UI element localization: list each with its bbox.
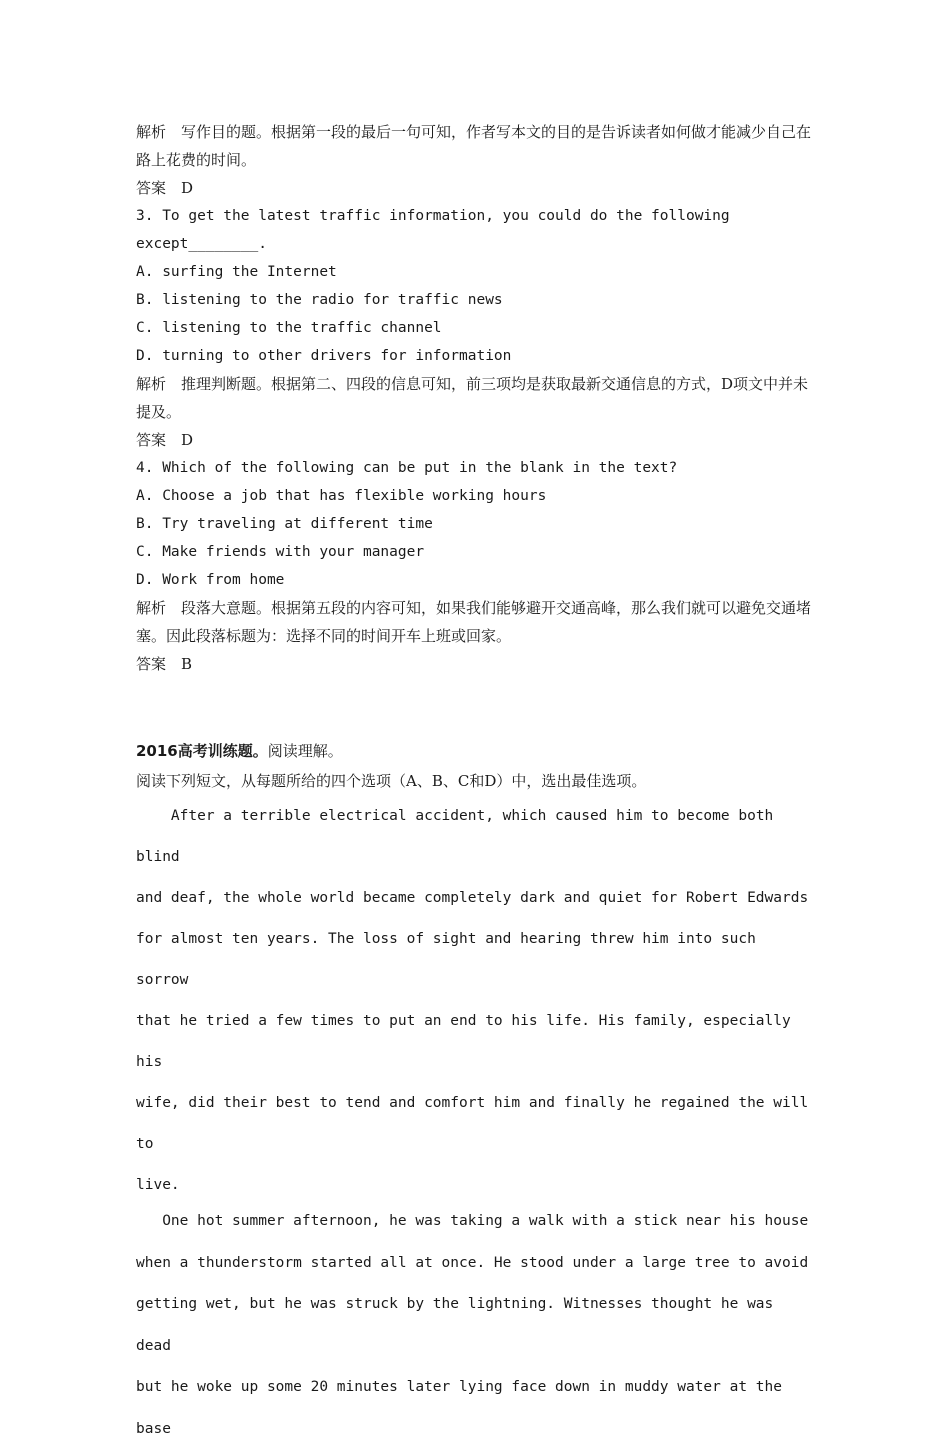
q3-option-b: B. listening to the radio for traffic news (136, 292, 503, 308)
section-title-bold: 2016高考训练题。 (136, 742, 268, 760)
passage-line: getting wet, but he was struck by the lightning. Witnesses thought he was dead (136, 1296, 783, 1354)
passage-line: wife, did their best to tend and comfort him and finally he regained the will to (136, 1095, 817, 1152)
passage-line: After a terrible electrical accident, which caused him to become both blind (136, 808, 783, 865)
q2-answer: 答案 D (136, 179, 194, 197)
q4-option-c: C. Make friends with your manager (136, 544, 425, 560)
passage-line: when a thunderstorm started all at once. He stood under a large tree to avoid (136, 1254, 809, 1271)
section-title-rest: 阅读理解。 (267, 742, 343, 760)
passage-line: One hot summer afternoon, he was taking a walk with a stick near his house (136, 1213, 809, 1229)
q3-answer: 答案 D (136, 431, 194, 449)
section-instruction: 阅读下列短文，从每题所给的四个选项（A、B、C和D）中，选出最佳选项。 (136, 772, 647, 790)
q4-stem: 4. Which of the following can be put in the blank in the text? (136, 460, 678, 476)
passage-line: for almost ten years. The loss of sight and hearing threw him into such sorrow (136, 931, 765, 988)
q4-answer: 答案 B (136, 655, 193, 673)
q3-option-c: C. listening to the traffic channel (136, 320, 442, 336)
passage-line: that he tried a few times to put an end to his life. His family, especially his (136, 1013, 800, 1070)
q3-stem-line2: except________. (136, 236, 267, 252)
q4-analysis: 解析 段落大意题。根据第五段的内容可知，如果我们能够避开交通高峰，那么我们就可以避免交通堵塞。因此段落标题为：选择不同的时间开车上班或回家。 (136, 599, 812, 645)
passage-line: but he woke up some 20 minutes later lying face down in muddy water at the base (136, 1379, 791, 1437)
q2-analysis: 解析 写作目的题。根据第一段的最后一句可知，作者写本文的目的是告诉读者如何做才能减少自己在路上花费的时间。 (136, 123, 812, 169)
section-title (136, 736, 816, 766)
passage-line: and deaf, the whole world became completely dark and quiet for Robert Edwards (136, 890, 809, 906)
q3-option-d: D. turning to other drivers for information (136, 348, 512, 364)
q4-option-d: D. Work from home (136, 572, 285, 588)
passage-line: live. (136, 1177, 180, 1193)
q4-option-a: A. Choose a job that has flexible working hours (136, 488, 547, 504)
q3-analysis: 解析 推理判断题。根据第二、四段的信息可知，前三项均是获取最新交通信息的方式，D项文中并未提及。 (136, 375, 809, 421)
q3-option-a: A. surfing the Internet (136, 264, 337, 280)
reading-passage (136, 796, 816, 1450)
document-page (136, 118, 816, 1450)
section-gap (136, 678, 816, 736)
q3-stem-line1: 3. To get the latest traffic information, you could do the following (136, 208, 730, 224)
q4-option-b: B. Try traveling at different time (136, 516, 433, 532)
